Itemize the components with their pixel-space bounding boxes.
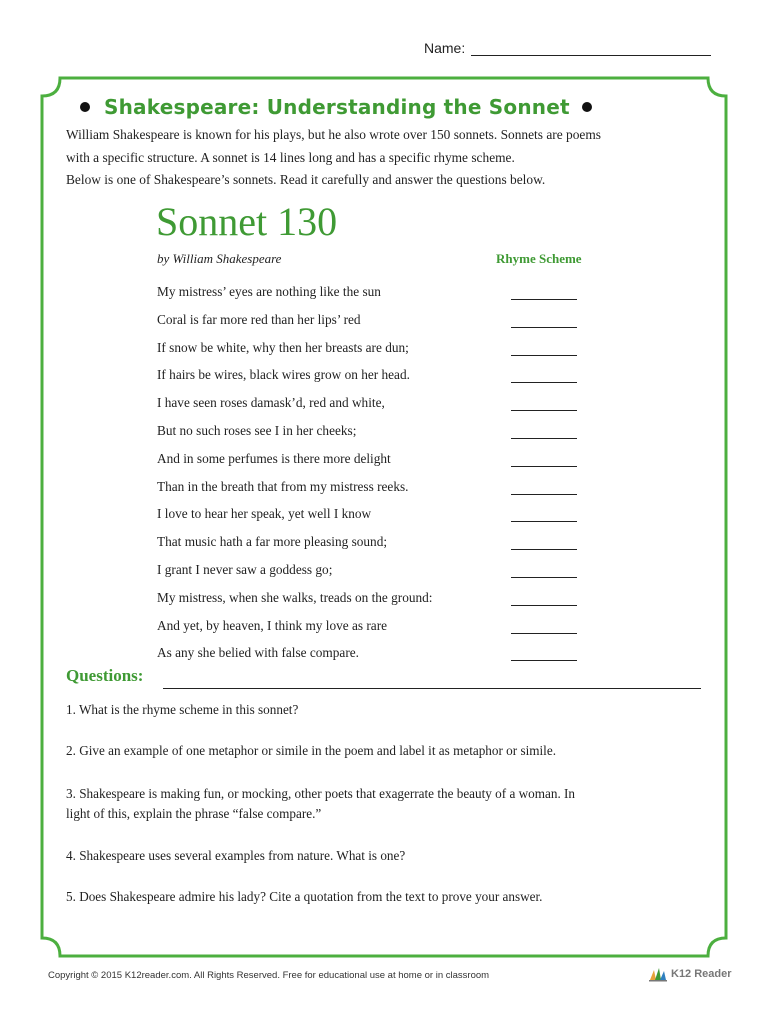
rhyme-blank[interactable] bbox=[511, 312, 577, 328]
poem-line-text: If hairs be wires, black wires grow on her head. bbox=[157, 367, 410, 383]
poem-line bbox=[157, 395, 587, 423]
poem-line-text: My mistress’ eyes are nothing like the sun bbox=[157, 284, 381, 299]
rhyme-blank[interactable] bbox=[511, 618, 577, 634]
poem-line-text: My mistress, when she walks, treads on the ground: bbox=[157, 589, 433, 605]
intro-text bbox=[66, 124, 706, 192]
poem-line bbox=[157, 562, 587, 590]
poem-line bbox=[157, 312, 587, 340]
bullet-right-icon bbox=[582, 102, 592, 112]
poem-line-text: I love to hear her speak, yet well I know bbox=[157, 506, 372, 522]
questions-heading: Questions: bbox=[66, 666, 144, 685]
rhyme-blank[interactable] bbox=[511, 590, 577, 606]
question-5: 5. Does Shakespeare admire his lady? Cite a quotation from the text to prove your answer. bbox=[66, 889, 543, 904]
rhyme-blank[interactable] bbox=[511, 645, 577, 661]
copyright-footer: Copyright © 2015 K12reader.com. All Rights Reserved. Free for educational use at home or in classroom bbox=[48, 970, 490, 981]
question-4: 4. Shakespeare uses several examples from nature. What is one? bbox=[66, 848, 406, 863]
rhyme-blank[interactable] bbox=[511, 506, 577, 522]
rhyme-scheme-heading: Rhyme Scheme bbox=[496, 251, 582, 266]
poem-line bbox=[157, 534, 587, 562]
poem-line bbox=[157, 506, 587, 534]
name-line bbox=[471, 42, 711, 56]
poem-line bbox=[157, 340, 587, 368]
poem-line bbox=[157, 284, 587, 312]
intro-line-2: with a specific structure. A sonnet is 14 lines long and has a specific rhyme scheme. bbox=[66, 149, 515, 165]
poem-line-text: That music hath a far more pleasing sound; bbox=[157, 534, 388, 550]
question-3-line-1: 3. Shakespeare is making fun, or mocking, other poets that exagerrate the beauty of a woman. In bbox=[66, 786, 576, 801]
question-1: 1. What is the rhyme scheme in this sonnet? bbox=[66, 702, 299, 717]
logo-text: K12 Reader bbox=[671, 968, 732, 980]
poem-line-text: Coral is far more red than her lips’ red bbox=[157, 311, 361, 327]
questions-rule bbox=[163, 688, 701, 689]
sonnet-title: Sonnet 130 bbox=[156, 199, 338, 244]
poem-line bbox=[157, 479, 587, 507]
poem-line-text: I have seen roses damask’d, red and white, bbox=[157, 395, 385, 411]
rhyme-blank[interactable] bbox=[511, 423, 577, 439]
bullet-left-icon bbox=[80, 102, 90, 112]
rhyme-blank[interactable] bbox=[511, 395, 577, 411]
poem-line-text: I grant I never saw a goddess go; bbox=[157, 561, 333, 577]
k12-book-icon bbox=[648, 966, 668, 982]
question-3-line-2: light of this, explain the phrase “false compare.” bbox=[66, 806, 322, 821]
rhyme-blank[interactable] bbox=[511, 367, 577, 383]
poem-line bbox=[157, 367, 587, 395]
intro-line-1: William Shakespeare is known for his plays, but he also wrote over 150 sonnets. Sonnets are poems bbox=[66, 127, 601, 142]
rhyme-blank[interactable] bbox=[511, 562, 577, 578]
rhyme-blank[interactable] bbox=[511, 284, 577, 300]
title-row bbox=[80, 92, 660, 122]
poem-line bbox=[157, 618, 587, 646]
name-label: Name: bbox=[424, 40, 466, 56]
question-2: 2. Give an example of one metaphor or simile in the poem and label it as metaphor or simile. bbox=[66, 743, 556, 758]
page-title: Shakespeare: Understanding the Sonnet bbox=[104, 95, 570, 119]
poem-line bbox=[157, 451, 587, 479]
rhyme-blank[interactable] bbox=[511, 340, 577, 356]
rhyme-blank[interactable] bbox=[511, 479, 577, 495]
rhyme-blank[interactable] bbox=[511, 451, 577, 467]
poem-line-text: As any she belied with false compare. bbox=[157, 645, 359, 661]
sonnet-byline: by William Shakespeare bbox=[157, 251, 282, 266]
poem bbox=[157, 284, 587, 673]
rhyme-blank[interactable] bbox=[511, 534, 577, 550]
poem-line-text: If snow be white, why then her breasts are dun; bbox=[157, 339, 409, 355]
poem-line bbox=[157, 645, 587, 673]
k12-reader-logo bbox=[648, 966, 732, 982]
poem-line-text: And yet, by heaven, I think my love as rare bbox=[157, 617, 388, 633]
poem-line-text: And in some perfumes is there more delight bbox=[157, 450, 391, 466]
intro-line-3: Below is one of Shakespeare’s sonnets. Read it carefully and answer the questions below. bbox=[66, 172, 546, 187]
poem-line-text: Than in the breath that from my mistress reeks. bbox=[157, 478, 409, 494]
poem-line-text: But no such roses see I in her cheeks; bbox=[157, 422, 357, 438]
name-row bbox=[424, 40, 711, 56]
poem-line bbox=[157, 590, 587, 618]
poem-line bbox=[157, 423, 587, 451]
question-3 bbox=[66, 784, 666, 824]
